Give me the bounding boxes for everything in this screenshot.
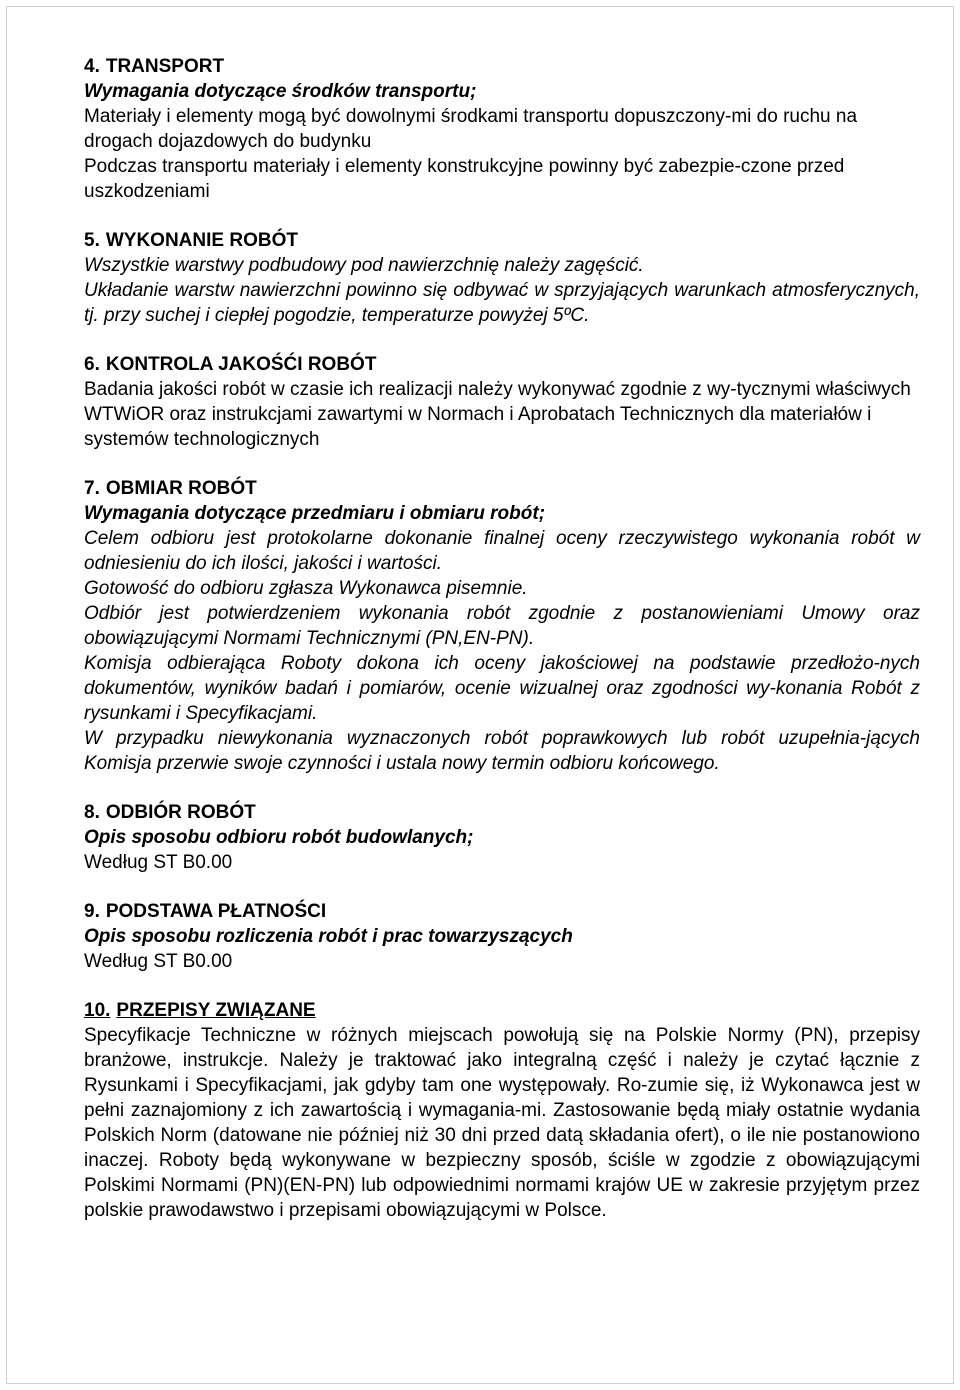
section-title: PODSTAWA PŁATNOŚCI	[105, 901, 327, 922]
section-heading	[84, 54, 920, 79]
section-subtitle: Opis sposobu odbioru robót budowlanych;	[84, 827, 474, 848]
section-number: 5.	[84, 230, 100, 251]
section-title: ODBIÓR ROBÓT	[105, 802, 256, 823]
paragraph: Komisja odbierająca Roboty dokona ich oceny jakościowej na podstawie przedłożo-nych dokumentów, wyników badań i pomiarów, ocenie wizualnej oraz zgodności wy-konania Robót z rysunkami i Specyfikacjami.	[84, 653, 920, 724]
paragraph: Wszystkie warstwy podbudowy pod nawierzchnię należy zagęścić.	[84, 255, 644, 276]
section-platnosci	[84, 899, 920, 974]
section-transport	[84, 54, 920, 204]
section-number: 6.	[84, 354, 100, 375]
paragraph: Odbiór jest potwierdzeniem wykonania robót zgodnie z postanowieniami Umowy oraz obowiązującymi Normami Technicznymi (PN,EN-PN).	[84, 603, 920, 649]
section-heading	[84, 998, 920, 1023]
paragraph: Badania jakości robót w czasie ich realizacji należy wykonywać zgodnie z wy-tycznymi właściwych WTWiOR oraz instrukcjami zawartymi w Normach i Aprobatach Technicznych dla materiałów i systemów technologicznych	[84, 379, 911, 450]
section-subtitle: Wymagania dotyczące środków transportu;	[84, 81, 477, 102]
section-przepisy	[84, 998, 920, 1223]
section-title: TRANSPORT	[105, 56, 225, 77]
section-odbior	[84, 800, 920, 875]
paragraph: Gotowość do odbioru zgłasza Wykonawca pisemnie.	[84, 578, 528, 599]
section-subtitle: Opis sposobu rozliczenia robót i prac towarzyszących	[84, 926, 573, 947]
section-heading	[84, 228, 920, 253]
section-kontrola	[84, 352, 920, 452]
paragraph: Według ST B0.00	[84, 951, 233, 972]
section-title: PRZEPISY ZWIĄZANE	[116, 1000, 316, 1021]
paragraph: Celem odbioru jest protokolarne dokonanie finalnej oceny rzeczywistego wykonania robót w odniesieniu do ich ilości, jakości i wartości.	[84, 528, 920, 574]
section-obmiar	[84, 476, 920, 776]
section-heading	[84, 800, 920, 825]
section-number: 10.	[84, 1000, 111, 1021]
section-number: 8.	[84, 802, 100, 823]
section-number: 9.	[84, 901, 100, 922]
section-title: WYKONANIE ROBÓT	[105, 230, 298, 251]
section-wykonanie	[84, 228, 920, 328]
paragraph: Według ST B0.00	[84, 852, 233, 873]
paragraph: Specyfikacje Techniczne w różnych miejscach powołują się na Polskie Normy (PN), przepisy branżowe, instrukcje. Należy je traktować jako integralną część i należy je czytać łącznie z Rysunkami i Specyfikacjami, jak gdyby tam one występowały. Ro-zumie się, iż Wykonawca jest w pełni zaznajomiony z ich zawartością i wymagania-mi. Zastosowanie będą miały ostatnie wydania Polskich Norm (datowane nie później niż 30 dni przed datą składania ofert), o ile nie postanowiono inaczej. Roboty będą wykonywane w bezpieczny sposób, ściśle w zgodzie z obowiązującymi Polskimi Normami (PN)(EN-PN) lub odpowiednimi normami krajów UE w zakresie przyjętym przez polskie prawodawstwo i przepisami obowiązującymi w Polsce.	[84, 1025, 920, 1221]
section-heading	[84, 352, 920, 377]
paragraph: Układanie warstw nawierzchni powinno się odbywać w sprzyjających warunkach atmosferycznych, tj. przy suchej i ciepłej pogodzie, temperaturze powyżej 5ºC.	[84, 280, 920, 326]
section-heading	[84, 476, 920, 501]
section-subtitle: Wymagania dotyczące przedmiaru i obmiaru robót;	[84, 503, 546, 524]
section-title: KONTROLA JAKOŚĆI ROBÓT	[105, 354, 377, 375]
paragraph: Materiały i elementy mogą być dowolnymi środkami transportu dopuszczony-mi do ruchu na drogach dojazdowych do budynku	[84, 106, 858, 152]
section-number: 4.	[84, 56, 100, 77]
paragraph: W przypadku niewykonania wyznaczonych robót poprawkowych lub robót uzupełnia-jących Komisja przerwie swoje czynności i ustala nowy termin odbioru końcowego.	[84, 728, 920, 774]
section-title: OBMIAR ROBÓT	[105, 478, 257, 499]
paragraph: Podczas transportu materiały i elementy konstrukcyjne powinny być zabezpie-czone przed uszkodzeniami	[84, 156, 845, 202]
section-heading	[84, 899, 920, 924]
section-number: 7.	[84, 478, 100, 499]
